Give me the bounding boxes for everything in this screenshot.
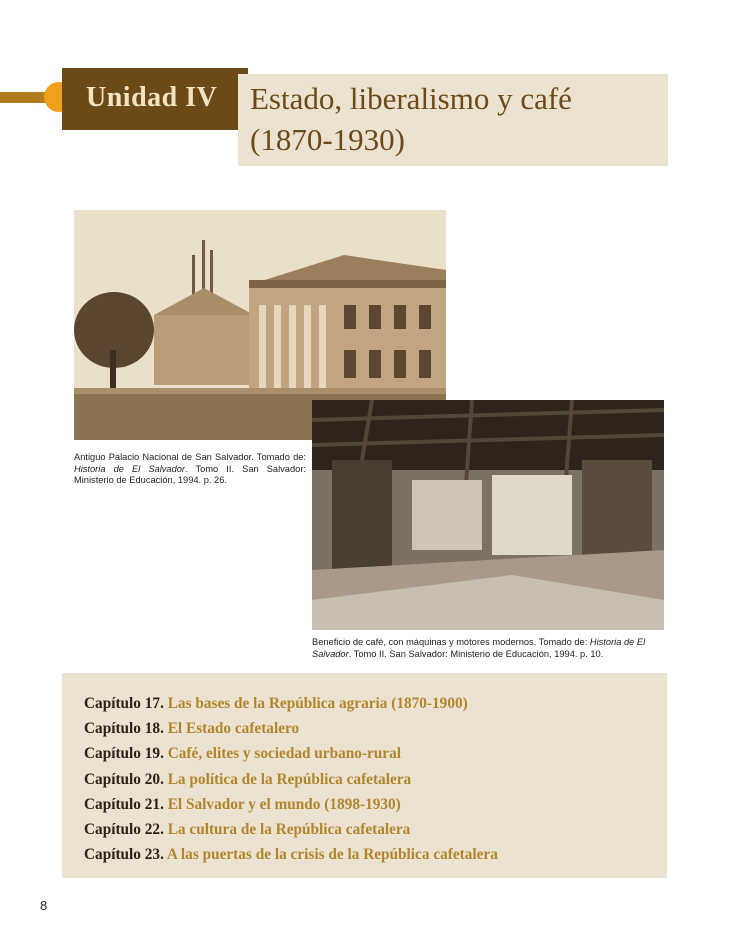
coffee-mill-caption-source: Historia de El Salvador [312,637,646,659]
chapter-title: El Salvador y el mundo (1898-1930) [167,795,401,813]
chapter-title: Café, elites y sociedad urbano-rural [167,745,401,763]
chapter-number: Capítulo 23. [84,846,164,864]
chapter-item[interactable] [84,842,498,867]
title-line-2: (1870-1930) [250,122,405,157]
chapter-title: El Estado cafetalero [167,720,300,738]
coffee-mill-photo [312,400,664,630]
chapter-list [84,691,498,867]
chapter-item[interactable] [84,767,498,792]
chapter-item[interactable] [84,691,498,716]
chapter-title: La cultura de la República cafetalera [167,821,411,839]
palace-caption-source: Historia de El Salvador [74,463,186,474]
coffee-mill-caption [312,637,664,660]
palace-caption-details: . Tomo II. San Salvador: Ministerio de Educación, 1994. p. 26. [74,463,306,485]
page-title [250,78,660,160]
coffee-mill-caption-text: Beneficio de café, con máquinas y motores modernos. Tomado de: [312,637,590,647]
palace-caption [74,452,306,487]
chapter-number: Capítulo 21. [84,795,164,813]
chapter-item[interactable] [84,741,498,766]
chapter-number: Capítulo 18. [84,720,164,738]
chapter-title: Las bases de la República agraria (1870-1900) [167,695,468,712]
unit-label: Unidad IV [86,82,218,113]
chapter-number: Capítulo 20. [84,770,164,788]
chapter-number: Capítulo 17. [84,695,164,712]
title-line-1: Estado, liberalismo y café [250,81,572,116]
coffee-mill-caption-details: . Tomo II. San Salvador: Ministerio de Educación, 1994. p. 10. [348,648,604,659]
chapter-title: A las puertas de la crisis de la República cafetalera [166,846,498,864]
palace-caption-text: Antiguo Palacio Nacional de San Salvador. Tomado de: [74,452,306,462]
chapter-item[interactable] [84,817,498,842]
chapter-item[interactable] [84,716,498,741]
page-number: 8 [40,898,48,913]
chapter-number: Capítulo 22. [84,821,164,839]
chapter-title: La política de la República cafetalera [167,770,412,788]
chapter-number: Capítulo 19. [84,745,164,763]
chapter-item[interactable] [84,792,498,817]
